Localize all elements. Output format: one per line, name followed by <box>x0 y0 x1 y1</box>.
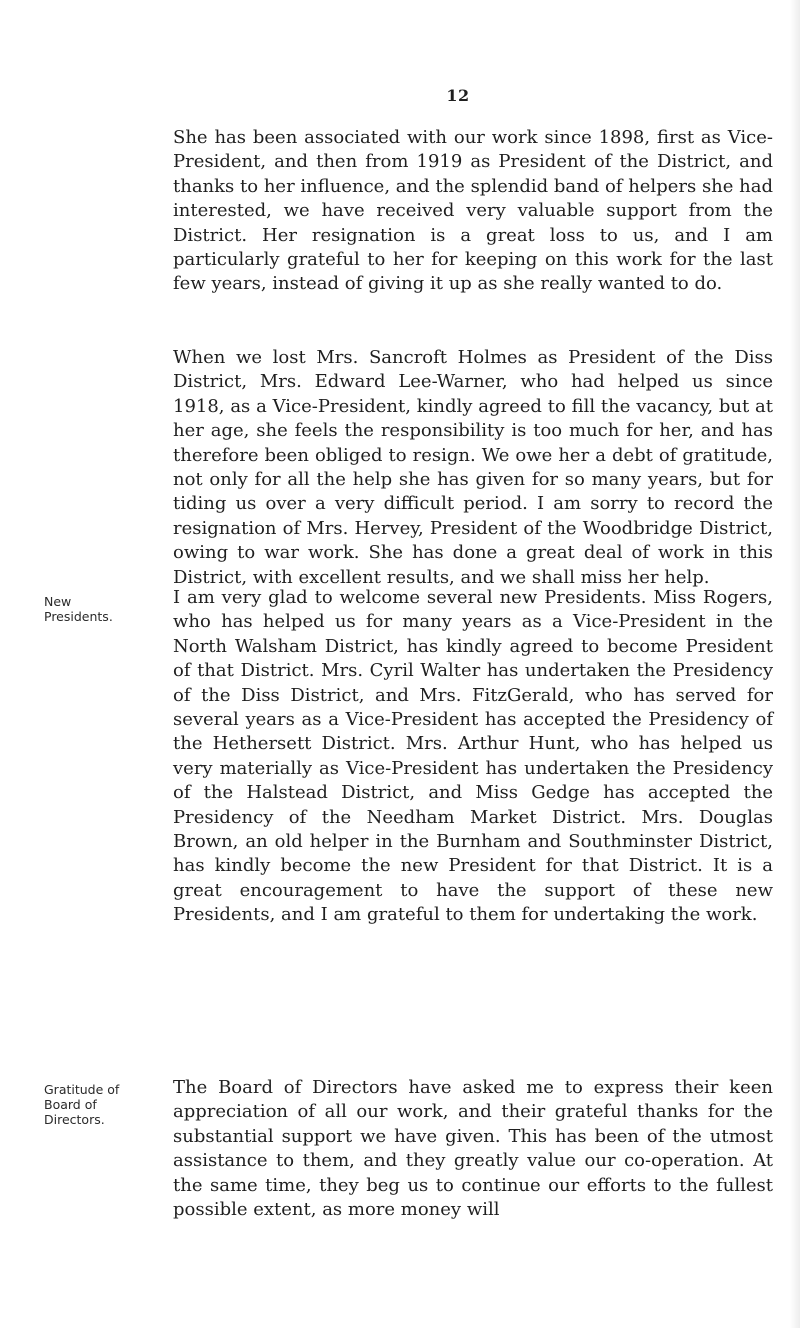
margin-note-line: Board of <box>44 1097 97 1112</box>
paragraph-resignation-vice-president: She has been associated with our work since 1898, first as Vice-President, and then from 1919 as President of the District, and thanks to her influence, and the splendid band of helpers she had interested, we have received very valuable support from the District. Her resignation is a great loss to us, and I am particularly grateful to her for keeping on this work for the last few years, instead of giving it up as she really wanted to do. <box>173 127 773 295</box>
margin-note-gratitude-board <box>44 1082 154 1127</box>
margin-note-line: Presidents. <box>44 609 113 624</box>
margin-note-new-presidents <box>44 594 154 624</box>
paragraph-board-gratitude: The Board of Directors have asked me to express their keen appreciation of all our work, and their grateful thanks for the substantial support we have given. This has been of the utmost assistance to them, and they greatly value our co-operation. At the same time, they beg us to continue our efforts to the fullest possible extent, as more money will <box>173 1077 773 1221</box>
margin-note-line: Gratitude of <box>44 1082 120 1097</box>
page-number: 12 <box>446 86 470 105</box>
paragraph-diss-district-resignations: When we lost Mrs. Sancroft Holmes as President of the Diss District, Mrs. Edward Lee-Warner, who had helped us since 1918, as a Vice-President, kindly agreed to fill the vacancy, but at her age, she feels the responsibility is too much for her, and has therefore been obliged to resign. We owe her a debt of gratitude, not only for all the help she has given for so many years, but for tiding us over a very difficult period. I am sorry to record the resignation of Mrs. Hervey, President of the Woodbridge District, owing to war work. She has done a great deal of work in this District, with excellent results, and we shall miss her help. <box>173 347 773 588</box>
margin-note-line: New <box>44 594 72 609</box>
paragraph-new-presidents: I am very glad to welcome several new Presidents. Miss Rogers, who has helped us for many years as a Vice-President in the North Walsham District, has kindly agreed to become President of that District. Mrs. Cyril Walter has undertaken the Presidency of the Diss District, and Mrs. FitzGerald, who has served for several years as a Vice-President has accepted the Presidency of the Hethersett District. Mrs. Arthur Hunt, who has helped us very materially as Vice-President has undertaken the Presidency of the Halstead District, and Miss Gedge has accepted the Presidency of the Needham Market District. Mrs. Douglas Brown, an old helper in the Burnham and Southminster District, has kindly become the new President for that District. It is a great encouragement to have the support of these new Presidents, and I am grateful to them for undertaking the work. <box>173 587 773 926</box>
margin-note-line: Directors. <box>44 1112 105 1127</box>
page-edge-shadow <box>790 0 800 1328</box>
